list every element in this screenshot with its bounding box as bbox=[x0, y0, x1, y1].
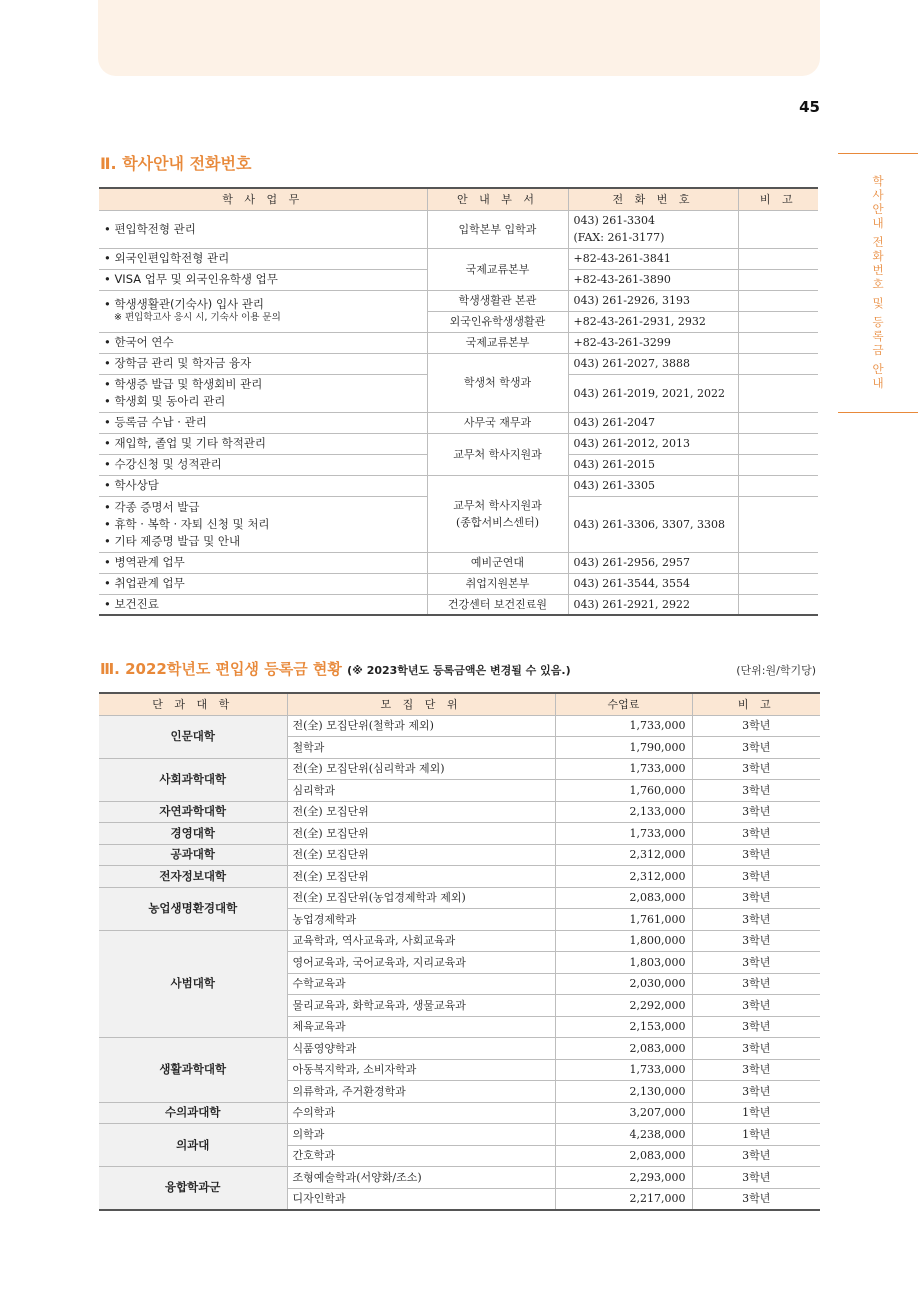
header-fee: 수업료 bbox=[555, 693, 692, 715]
table-row bbox=[99, 758, 820, 780]
unit-cell: 의학과 bbox=[287, 1124, 555, 1146]
fee-cell: 1,733,000 bbox=[555, 823, 692, 845]
task-subnote: ※ 편입학고사 응시 시, 기숙사 이용 문의 bbox=[114, 312, 281, 323]
fee-cell: 2,293,000 bbox=[555, 1167, 692, 1189]
fee-cell: 4,238,000 bbox=[555, 1124, 692, 1146]
task-text: • 학생증 발급 및 학생회비 관리 bbox=[104, 377, 263, 391]
fee-cell: 2,083,000 bbox=[555, 1038, 692, 1060]
header-note: 비 고 bbox=[738, 188, 818, 210]
side-tab-char: 학 bbox=[872, 174, 884, 188]
phone-cell: 043) 261-2012, 2013 bbox=[568, 433, 738, 454]
phone-cell: 043) 261-2027, 3888 bbox=[568, 353, 738, 374]
side-tab-char: 번 bbox=[872, 263, 884, 277]
note-cell bbox=[738, 433, 818, 454]
side-tab-char: 금 bbox=[872, 343, 884, 357]
phone-cell: 043) 261-2047 bbox=[568, 412, 738, 433]
note-cell: 3학년 bbox=[692, 887, 820, 909]
unit-cell: 식품영양학과 bbox=[287, 1038, 555, 1060]
fee-cell: 2,153,000 bbox=[555, 1016, 692, 1038]
task-cell bbox=[99, 290, 427, 332]
phone-number: 043) 261-3304 bbox=[573, 214, 655, 227]
dept-cell: 취업지원본부 bbox=[427, 573, 568, 594]
note-cell bbox=[738, 332, 818, 353]
unit-cell: 심리학과 bbox=[287, 780, 555, 802]
unit-cell: 아동복지학과, 소비자학과 bbox=[287, 1059, 555, 1081]
note-cell: 1학년 bbox=[692, 1124, 820, 1146]
college-cell: 수의과대학 bbox=[99, 1102, 287, 1124]
fee-cell: 1,761,000 bbox=[555, 909, 692, 931]
dept-cell: 국제교류본부 bbox=[427, 248, 568, 290]
unit-cell: 전(全) 모집단위 bbox=[287, 823, 555, 845]
task-cell: • 학사상담 bbox=[99, 475, 427, 496]
header-dept: 안 내 부 서 bbox=[427, 188, 568, 210]
phone-cell bbox=[568, 210, 738, 248]
note-cell bbox=[738, 573, 818, 594]
fax-number: (FAX: 261-3177) bbox=[573, 231, 665, 244]
dept-cell: 사무국 재무과 bbox=[427, 412, 568, 433]
fee-cell: 2,312,000 bbox=[555, 844, 692, 866]
college-cell: 전자정보대학 bbox=[99, 866, 287, 888]
task-cell: • 외국인편입학전형 관리 bbox=[99, 248, 427, 269]
header-task: 학 사 업 무 bbox=[99, 188, 427, 210]
fee-cell: 1,733,000 bbox=[555, 758, 692, 780]
phone-cell: 043) 261-2015 bbox=[568, 454, 738, 475]
header-unit: 모 집 단 위 bbox=[287, 693, 555, 715]
fee-cell: 2,312,000 bbox=[555, 866, 692, 888]
fee-cell: 1,733,000 bbox=[555, 1059, 692, 1081]
fee-cell: 2,130,000 bbox=[555, 1081, 692, 1103]
college-cell: 사회과학대학 bbox=[99, 758, 287, 801]
table-row bbox=[99, 801, 820, 823]
dept-text: 교무처 학사지원과 bbox=[453, 498, 542, 512]
unit-cell: 철학과 bbox=[287, 737, 555, 759]
note-cell bbox=[738, 374, 818, 412]
unit-cell: 전(全) 모집단위(철학과 제외) bbox=[287, 715, 555, 737]
side-tab-char: 록 bbox=[872, 329, 884, 343]
note-cell: 3학년 bbox=[692, 952, 820, 974]
note-cell: 3학년 bbox=[692, 844, 820, 866]
college-cell: 농업생명환경대학 bbox=[99, 887, 287, 930]
note-cell bbox=[738, 475, 818, 496]
note-cell: 3학년 bbox=[692, 866, 820, 888]
task-text: • 휴학 · 복학 · 자퇴 신청 및 처리 bbox=[104, 516, 270, 531]
task-cell: • 수강신청 및 성적관리 bbox=[99, 454, 427, 475]
unit-cell: 전(全) 모집단위 bbox=[287, 866, 555, 888]
phone-cell: 043) 261-2921, 2922 bbox=[568, 594, 738, 615]
phone-cell: 043) 261-2956, 2957 bbox=[568, 552, 738, 573]
note-cell bbox=[738, 454, 818, 475]
phone-table bbox=[99, 187, 818, 616]
unit-cell: 의류학과, 주거환경학과 bbox=[287, 1081, 555, 1103]
table-row bbox=[99, 332, 818, 353]
college-cell: 자연과학대학 bbox=[99, 801, 287, 823]
header-decoration bbox=[98, 0, 820, 76]
phone-cell: +82-43-261-3299 bbox=[568, 332, 738, 353]
table-row bbox=[99, 412, 818, 433]
fee-cell: 1,803,000 bbox=[555, 952, 692, 974]
table-row bbox=[99, 290, 818, 311]
note-cell bbox=[738, 269, 818, 290]
dept-cell: 학생생활관 본관 bbox=[427, 290, 568, 311]
table-row bbox=[99, 844, 820, 866]
section-title-phone: Ⅱ. 학사안내 전화번호 bbox=[100, 154, 252, 173]
note-cell bbox=[738, 248, 818, 269]
side-chapter-label bbox=[838, 174, 918, 390]
table-row bbox=[99, 573, 818, 594]
side-tab-char: 화 bbox=[872, 249, 884, 263]
task-cell: • 등록금 수납 · 관리 bbox=[99, 412, 427, 433]
fee-cell: 1,800,000 bbox=[555, 930, 692, 952]
college-cell: 경영대학 bbox=[99, 823, 287, 845]
phone-cell: 043) 261-2019, 2021, 2022 bbox=[568, 374, 738, 412]
phone-cell: +82-43-261-2931, 2932 bbox=[568, 311, 738, 332]
task-cell: • 취업관계 업무 bbox=[99, 573, 427, 594]
header-phone: 전 화 번 호 bbox=[568, 188, 738, 210]
unit-cell: 전(全) 모집단위(심리학과 제외) bbox=[287, 758, 555, 780]
college-cell: 인문대학 bbox=[99, 715, 287, 758]
table-row bbox=[99, 1167, 820, 1189]
dept-text: (종합서비스센터) bbox=[456, 515, 539, 529]
note-cell: 3학년 bbox=[692, 758, 820, 780]
task-cell: • 병역관계 업무 bbox=[99, 552, 427, 573]
fee-cell: 3,207,000 bbox=[555, 1102, 692, 1124]
dept-cell: 학생처 학생과 bbox=[427, 353, 568, 412]
table-row bbox=[99, 1102, 820, 1124]
unit-cell: 조형예술학과(서양화/조소) bbox=[287, 1167, 555, 1189]
dept-cell: 건강센터 보건진료원 bbox=[427, 594, 568, 615]
side-tab-char: 내 bbox=[872, 376, 884, 390]
table-row bbox=[99, 552, 818, 573]
fee-cell: 2,133,000 bbox=[555, 801, 692, 823]
unit-cell: 영어교육과, 국어교육과, 지리교육과 bbox=[287, 952, 555, 974]
note-cell: 3학년 bbox=[692, 1081, 820, 1103]
note-cell: 3학년 bbox=[692, 801, 820, 823]
task-cell bbox=[99, 374, 427, 412]
unit-cell: 농업경제학과 bbox=[287, 909, 555, 931]
unit-cell: 디자인학과 bbox=[287, 1188, 555, 1210]
phone-cell: +82-43-261-3841 bbox=[568, 248, 738, 269]
note-cell: 3학년 bbox=[692, 995, 820, 1017]
fee-cell: 1,733,000 bbox=[555, 715, 692, 737]
table-row bbox=[99, 475, 818, 496]
dept-cell: 입학본부 입학과 bbox=[427, 210, 568, 248]
task-cell: • 한국어 연수 bbox=[99, 332, 427, 353]
table-row bbox=[99, 887, 820, 909]
table-row bbox=[99, 866, 820, 888]
side-tab-char: 사 bbox=[872, 188, 884, 202]
side-chapter-tab bbox=[838, 153, 918, 413]
task-cell: • 장학금 관리 및 학자금 융자 bbox=[99, 353, 427, 374]
fee-cell: 1,760,000 bbox=[555, 780, 692, 802]
note-cell: 3학년 bbox=[692, 973, 820, 995]
task-text: • 각종 증명서 발급 bbox=[104, 499, 200, 514]
phone-cell: 043) 261-2926, 3193 bbox=[568, 290, 738, 311]
note-cell: 1학년 bbox=[692, 1102, 820, 1124]
phone-cell: 043) 261-3544, 3554 bbox=[568, 573, 738, 594]
note-cell: 3학년 bbox=[692, 1016, 820, 1038]
task-text: • 학생생활관(기숙사) 입사 관리 bbox=[104, 297, 265, 311]
side-tab-char: 호 bbox=[872, 277, 884, 291]
dept-cell: 국제교류본부 bbox=[427, 332, 568, 353]
task-cell: • VISA 업무 및 외국인유학생 업무 bbox=[99, 269, 427, 290]
task-text: • 학생회 및 동아리 관리 bbox=[104, 394, 226, 408]
side-tab-char: 등 bbox=[872, 315, 884, 329]
note-cell: 3학년 bbox=[692, 1145, 820, 1167]
note-cell: 3학년 bbox=[692, 930, 820, 952]
table-row bbox=[99, 1124, 820, 1146]
table-row bbox=[99, 594, 818, 615]
dept-cell: 교무처 학사지원과 bbox=[427, 433, 568, 475]
unit-cell: 교육학과, 역사교육과, 사회교육과 bbox=[287, 930, 555, 952]
note-cell bbox=[738, 412, 818, 433]
table-row bbox=[99, 210, 818, 248]
task-cell: • 편입학전형 관리 bbox=[99, 210, 427, 248]
fee-cell: 2,083,000 bbox=[555, 1145, 692, 1167]
note-cell bbox=[738, 552, 818, 573]
fee-cell: 1,790,000 bbox=[555, 737, 692, 759]
dept-cell: 예비군연대 bbox=[427, 552, 568, 573]
fee-cell: 2,217,000 bbox=[555, 1188, 692, 1210]
college-cell: 융합학과군 bbox=[99, 1167, 287, 1210]
note-cell bbox=[738, 210, 818, 248]
note-cell bbox=[738, 353, 818, 374]
fee-table bbox=[99, 692, 820, 1211]
side-tab-char: 내 bbox=[872, 216, 884, 230]
unit-cell: 전(全) 모집단위 bbox=[287, 801, 555, 823]
note-cell bbox=[738, 290, 818, 311]
note-cell bbox=[738, 311, 818, 332]
note-cell: 3학년 bbox=[692, 715, 820, 737]
task-cell bbox=[99, 496, 427, 552]
fee-cell: 2,083,000 bbox=[555, 887, 692, 909]
table-row bbox=[99, 433, 818, 454]
side-tab-char: 안 bbox=[872, 362, 884, 376]
task-cell: • 재입학, 졸업 및 기타 학적관리 bbox=[99, 433, 427, 454]
table-row bbox=[99, 248, 818, 269]
note-cell: 3학년 bbox=[692, 823, 820, 845]
unit-cell: 수학교육과 bbox=[287, 973, 555, 995]
phone-cell: +82-43-261-3890 bbox=[568, 269, 738, 290]
table-row bbox=[99, 1038, 820, 1060]
unit-cell: 전(全) 모집단위(농업경제학과 제외) bbox=[287, 887, 555, 909]
note-cell: 3학년 bbox=[692, 737, 820, 759]
college-cell: 의과대 bbox=[99, 1124, 287, 1167]
unit-cell: 간호학과 bbox=[287, 1145, 555, 1167]
fee-table-body bbox=[99, 715, 820, 1210]
unit-cell: 수의학과 bbox=[287, 1102, 555, 1124]
note-cell bbox=[738, 594, 818, 615]
section-title-fees bbox=[100, 658, 571, 679]
college-cell: 사범대학 bbox=[99, 930, 287, 1038]
table-row bbox=[99, 823, 820, 845]
unit-cell: 전(全) 모집단위 bbox=[287, 844, 555, 866]
dept-cell bbox=[427, 475, 568, 552]
task-text: • 기타 제증명 발급 및 안내 bbox=[104, 533, 241, 548]
college-cell: 공과대학 bbox=[99, 844, 287, 866]
fee-cell: 2,292,000 bbox=[555, 995, 692, 1017]
header-note: 비 고 bbox=[692, 693, 820, 715]
fee-table-header bbox=[99, 693, 820, 715]
college-cell: 생활과학대학 bbox=[99, 1038, 287, 1103]
fee-cell: 2,030,000 bbox=[555, 973, 692, 995]
unit-cell: 체육교육과 bbox=[287, 1016, 555, 1038]
side-tab-char: 안 bbox=[872, 202, 884, 216]
table-row bbox=[99, 715, 820, 737]
table-row bbox=[99, 930, 820, 952]
page-number: 45 bbox=[799, 98, 820, 116]
note-cell: 3학년 bbox=[692, 1167, 820, 1189]
note-cell: 3학년 bbox=[692, 1188, 820, 1210]
note-cell bbox=[738, 496, 818, 552]
side-tab-char: 전 bbox=[872, 235, 884, 249]
unit-cell: 물리교육과, 화학교육과, 생물교육과 bbox=[287, 995, 555, 1017]
phone-cell: 043) 261-3306, 3307, 3308 bbox=[568, 496, 738, 552]
task-cell: • 보건진료 bbox=[99, 594, 427, 615]
note-cell: 3학년 bbox=[692, 1059, 820, 1081]
side-tab-char: 및 bbox=[872, 296, 884, 310]
phone-table-header bbox=[99, 188, 818, 210]
section-note: (※ 2023학년도 등록금액은 변경될 수 있음.) bbox=[347, 664, 571, 677]
table-row bbox=[99, 353, 818, 374]
note-cell: 3학년 bbox=[692, 909, 820, 931]
phone-cell: 043) 261-3305 bbox=[568, 475, 738, 496]
section-title-text: Ⅲ. 2022학년도 편입생 등록금 현황 bbox=[100, 660, 342, 678]
unit-label: (단위:원/학기당) bbox=[736, 664, 816, 677]
note-cell: 3학년 bbox=[692, 780, 820, 802]
dept-cell: 외국인유학생생활관 bbox=[427, 311, 568, 332]
note-cell: 3학년 bbox=[692, 1038, 820, 1060]
header-college: 단 과 대 학 bbox=[99, 693, 287, 715]
